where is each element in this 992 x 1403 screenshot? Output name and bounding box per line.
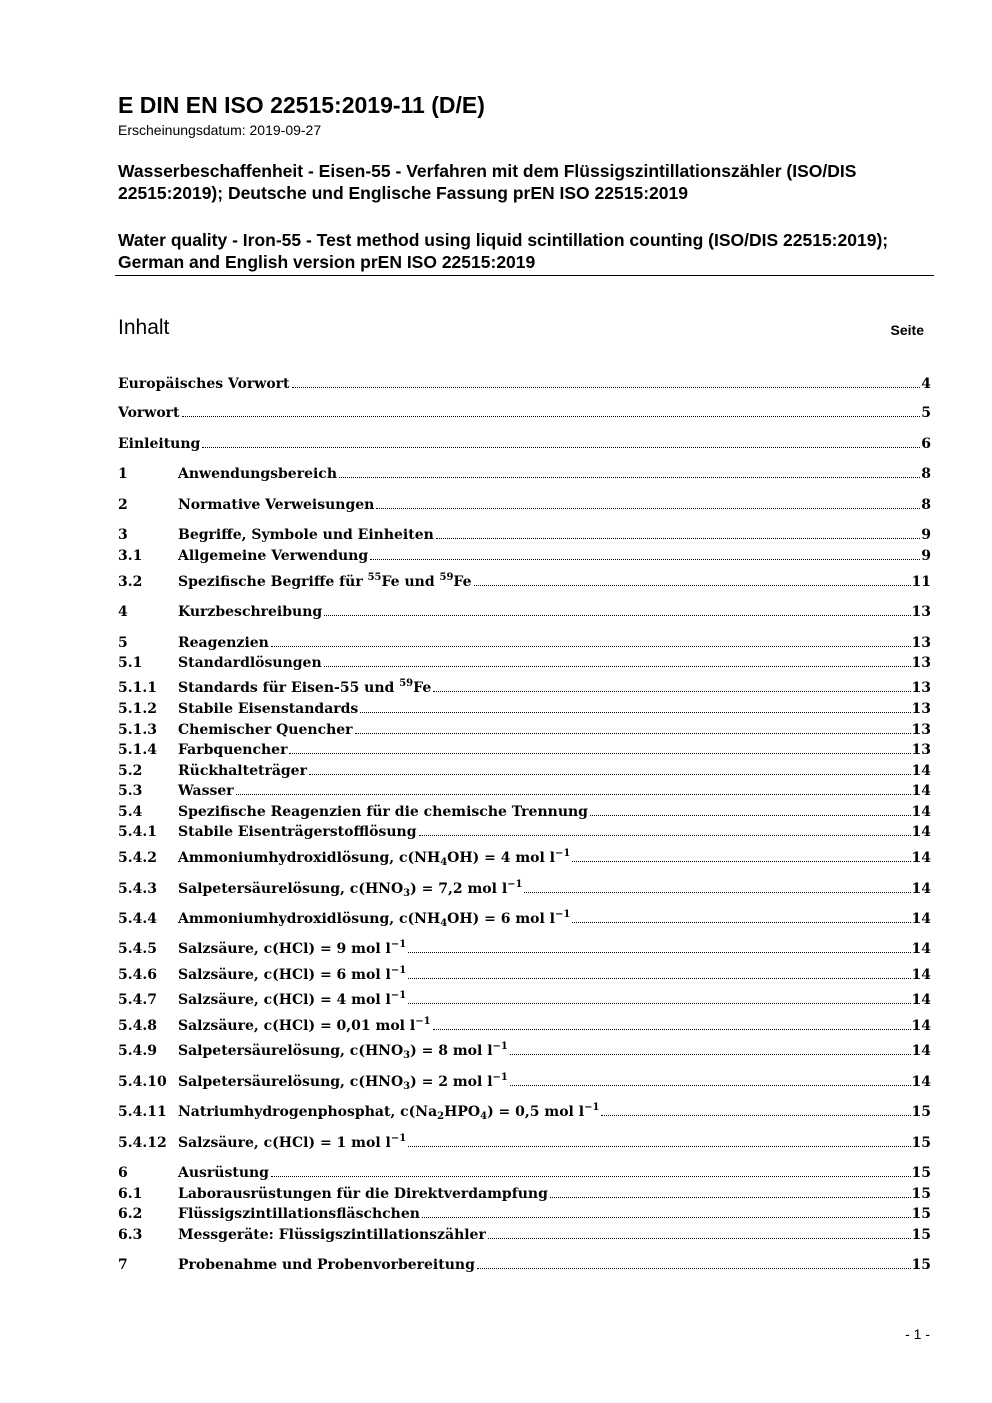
toc-entry-leader xyxy=(370,559,920,560)
toc-entry-page: 15 xyxy=(911,1186,931,1202)
toc-entry-title: Stabile Eisenstandards xyxy=(178,701,359,717)
toc-page-label: Seite xyxy=(890,322,924,338)
toc-entry[interactable] xyxy=(118,1099,931,1121)
toc-entry-leader xyxy=(572,861,910,862)
toc-entry-number: 5.1.4 xyxy=(118,742,157,758)
toc-entry-title: Rückhalteträger xyxy=(178,763,307,779)
toc-entry-page: 14 xyxy=(911,911,931,927)
toc-entry-leader xyxy=(590,815,911,816)
toc-entry-page: 15 xyxy=(911,1227,931,1243)
toc-entry-title: Ammoniumhydroxidlösung, $c(NH_4OH) = 6$ mol $l^{-1}$ xyxy=(178,909,571,929)
toc-entry-title: Salpetersäurelösung, $c(HNO_3) = 2$ mol $l^{-1}$ xyxy=(178,1072,508,1092)
toc-entry-leader xyxy=(422,1217,911,1218)
toc-entry[interactable] xyxy=(118,543,931,565)
toc-entry-page: 13 xyxy=(911,722,931,738)
toc-entry[interactable] xyxy=(118,717,931,739)
toc-entry-number: 5.4.2 xyxy=(118,850,157,866)
toc-entry-leader xyxy=(433,1029,911,1030)
title-english: Water quality - Iron-55 - Test method using liquid scintillation counting (ISO/DIS 22515:2019); German and English version prEN ISO 22515:2019 xyxy=(118,230,889,272)
toc-entry-number: 5.4.5 xyxy=(118,941,157,957)
toc-entry-leader xyxy=(408,952,910,953)
toc-entry-page: 8 xyxy=(921,497,931,513)
toc-entry[interactable] xyxy=(118,675,931,697)
toc-entry-leader xyxy=(289,753,910,754)
toc-entry-page: 4 xyxy=(921,376,931,392)
toc-entry-title: Salpetersäurelösung, $c(HNO_3) = 8$ mol $l^{-1}$ xyxy=(178,1041,508,1061)
toc-entry-leader xyxy=(477,1268,911,1269)
toc-entry-leader xyxy=(488,1238,911,1239)
toc-entry-title: Salpetersäurelösung, $c(HNO_3) = 7,2$ mol $l^{-1}$ xyxy=(178,879,523,899)
toc-entry[interactable] xyxy=(118,371,931,393)
title-german: Wasserbeschaffenheit - Eisen-55 - Verfahren mit dem Flüssigszintillationszähler (ISO/DIS 22515:2019); Deutsche und Englische Fassung prEN ISO 22515:2019 xyxy=(118,161,857,203)
toc-entry-leader xyxy=(474,585,911,586)
toc-entry[interactable] xyxy=(118,1222,931,1244)
toc-entry-page: 15 xyxy=(911,1165,931,1181)
toc-entry[interactable] xyxy=(118,758,931,780)
toc-entry-page: 13 xyxy=(911,701,931,717)
toc-entry-leader xyxy=(433,691,910,692)
toc-entry[interactable] xyxy=(118,1181,931,1203)
toc-entry-page: 15 xyxy=(911,1257,931,1273)
toc-entry-number: 5.1.3 xyxy=(118,722,157,738)
toc-entry-title: Einleitung xyxy=(118,436,201,452)
toc-entry-number: 6.1 xyxy=(118,1186,143,1202)
toc-entry-page: 13 xyxy=(911,655,931,671)
toc-entry-leader xyxy=(550,1197,911,1198)
toc-entry-leader xyxy=(309,774,911,775)
toc-entry-number: 5.4.4 xyxy=(118,911,157,927)
toc-entry-title: Spezifische Begriffe für $^{55}$Fe und $^{59}$Fe xyxy=(178,572,472,590)
toc-entry-title: Reagenzien xyxy=(178,635,269,651)
toc-entry-leader xyxy=(436,538,920,539)
toc-entry[interactable] xyxy=(118,1160,931,1182)
toc-entry[interactable] xyxy=(118,876,931,898)
toc-entry-page: 15 xyxy=(911,1104,931,1120)
toc-entry[interactable] xyxy=(118,962,931,984)
toc-entry-title: Kurzbeschreibung xyxy=(178,604,323,620)
toc-entry-title: Salzsäure, c(HCl) = 0,01 mol $l^{-1}$ xyxy=(178,1016,431,1034)
toc-entry[interactable] xyxy=(118,737,931,759)
toc-entry-title: Standardlösungen xyxy=(178,655,322,671)
toc-entry-title: Anwendungsbereich xyxy=(178,466,337,482)
page-number: - 1 - xyxy=(905,1326,930,1342)
toc-entry-leader xyxy=(339,477,920,478)
toc-entry-title: Messgeräte: Flüssigszintillationszähler xyxy=(178,1227,486,1243)
toc-entry-number: 6 xyxy=(118,1165,128,1181)
toc-entry-number: 5.1 xyxy=(118,655,143,671)
toc-entry-page: 8 xyxy=(921,466,931,482)
toc-entry-title: Ammoniumhydroxidlösung, $c(NH_4OH) = 4$ mol $l^{-1}$ xyxy=(178,848,571,868)
toc-entry-leader xyxy=(572,922,910,923)
toc-entry-title: Normative Verweisungen xyxy=(178,497,375,513)
toc-entry-page: 14 xyxy=(911,850,931,866)
toc-entry-leader xyxy=(202,447,920,448)
toc-entry-number: 3.1 xyxy=(118,548,143,564)
toc-entry-title: Salzsäure, c(HCl) = 1 mol $l^{-1}$ xyxy=(178,1133,407,1151)
toc-entry[interactable] xyxy=(118,599,931,621)
toc-entry-leader xyxy=(324,666,911,667)
toc-entry[interactable] xyxy=(118,1069,931,1091)
toc-entry-title: Laborausrüstungen für die Direktverdampfung xyxy=(178,1186,548,1202)
toc-entry-leader xyxy=(524,892,910,893)
document-title: E DIN EN ISO 22515:2019-11 (D/E) xyxy=(118,92,485,118)
toc-entry[interactable] xyxy=(118,799,931,821)
toc-entry-number: 6.3 xyxy=(118,1227,143,1243)
toc-entry-page: 15 xyxy=(911,1206,931,1222)
toc-entry-page: 9 xyxy=(921,527,931,543)
toc-entry-leader xyxy=(376,508,920,509)
toc-entry[interactable] xyxy=(118,431,931,453)
toc-entry-number: 3.2 xyxy=(118,574,143,590)
toc-entry[interactable] xyxy=(118,987,931,1009)
toc-entry-number: 5.4.1 xyxy=(118,824,157,840)
toc-entry-number: 5 xyxy=(118,635,128,651)
toc-entry-title: Wasser xyxy=(178,783,234,799)
toc-entry-leader xyxy=(601,1115,910,1116)
toc-entry-number: 3 xyxy=(118,527,128,543)
toc-entry-title: Standards für Eisen-55 und $^{59}$Fe xyxy=(178,678,432,696)
toc-entry-title: Chemischer Quencher xyxy=(178,722,353,738)
toc-entry-number: 5.1.2 xyxy=(118,701,157,717)
toc-entry-number: 5.3 xyxy=(118,783,143,799)
toc-entry-leader xyxy=(408,1146,910,1147)
toc-heading: Inhalt xyxy=(118,316,170,339)
toc-entry[interactable] xyxy=(118,778,931,800)
toc-entry-page: 14 xyxy=(911,881,931,897)
toc-entry-number: 5.1.1 xyxy=(118,680,157,696)
toc-entry-page: 14 xyxy=(911,783,931,799)
toc-entry-title: Probenahme und Probenvorbereitung xyxy=(178,1257,475,1273)
toc-entry-number: 1 xyxy=(118,466,128,482)
toc-entry-page: 13 xyxy=(911,604,931,620)
toc-entry[interactable] xyxy=(118,522,931,544)
toc-entry[interactable] xyxy=(118,906,931,928)
toc-entry-page: 14 xyxy=(911,804,931,820)
toc-entry-number: 5.4.6 xyxy=(118,967,157,983)
toc-entry-title: Stabile Eisenträgerstofflösung xyxy=(178,824,417,840)
toc-entry-page: 13 xyxy=(911,742,931,758)
toc-entry-number: 5.4.12 xyxy=(118,1135,167,1151)
publication-date: Erscheinungsdatum: 2019-09-27 xyxy=(118,122,322,138)
toc-entry-number: 5.4.9 xyxy=(118,1043,157,1059)
toc-entry-number: 5.4.10 xyxy=(118,1074,167,1090)
toc-entry-page: 13 xyxy=(911,680,931,696)
toc-entry[interactable] xyxy=(118,492,931,514)
toc-entry-title: Farbquencher xyxy=(178,742,288,758)
toc-entry[interactable] xyxy=(118,936,931,958)
toc-entry-number: 6.2 xyxy=(118,1206,143,1222)
toc-entry-page: 11 xyxy=(911,574,931,590)
toc-entry-leader xyxy=(510,1085,911,1086)
toc-entry[interactable] xyxy=(118,461,931,483)
toc-entry[interactable] xyxy=(118,650,931,672)
toc-entry-page: 14 xyxy=(911,1018,931,1034)
toc-entry-leader xyxy=(182,416,921,417)
toc-entry-page: 14 xyxy=(911,824,931,840)
toc-entry-page: 5 xyxy=(921,405,931,421)
toc-entry-page: 14 xyxy=(911,992,931,1008)
toc-entry-number: 5.4 xyxy=(118,804,143,820)
toc-entry[interactable] xyxy=(118,569,931,591)
toc-entry-leader xyxy=(408,1003,910,1004)
toc-entry-leader xyxy=(419,835,911,836)
toc-entry[interactable] xyxy=(118,630,931,652)
toc-entry-leader xyxy=(355,733,911,734)
toc-entry-leader xyxy=(271,1176,911,1177)
toc-entry-number: 7 xyxy=(118,1257,128,1273)
toc-entry-page: 14 xyxy=(911,1043,931,1059)
toc-entry[interactable] xyxy=(118,1130,931,1152)
toc-entry-title: Europäisches Vorwort xyxy=(118,376,290,392)
toc-entry-number: 5.4.8 xyxy=(118,1018,157,1034)
toc-entry-title: Ausrüstung xyxy=(178,1165,269,1181)
toc-entry-leader xyxy=(510,1054,911,1055)
toc-entry[interactable] xyxy=(118,845,931,867)
toc-entry-number: 5.4.7 xyxy=(118,992,157,1008)
toc-entry[interactable] xyxy=(118,1252,931,1274)
toc-entry-page: 13 xyxy=(911,635,931,651)
toc-entry-title: Vorwort xyxy=(118,405,180,421)
toc-entry-title: Begriffe, Symbole und Einheiten xyxy=(178,527,434,543)
toc-entry[interactable] xyxy=(118,1013,931,1035)
toc-entry-page: 14 xyxy=(911,941,931,957)
toc-entry-title: Salzsäure, c(HCl) = 9 mol $l^{-1}$ xyxy=(178,939,407,957)
toc-entry[interactable] xyxy=(118,696,931,718)
header-divider xyxy=(115,275,934,276)
toc-entry[interactable] xyxy=(118,1038,931,1060)
toc-entry-title: Flüssigszintillationsfläschchen xyxy=(178,1206,420,1222)
toc-entry-page: 9 xyxy=(921,548,931,564)
toc-entry-title: Natriumhydrogenphosphat, $c(Na_2HPO_4) = 0,5$ mol $l^{-1}$ xyxy=(178,1102,600,1122)
toc-entry-leader xyxy=(360,712,910,713)
toc-entry-page: 14 xyxy=(911,967,931,983)
toc-entry-title: Salzsäure, c(HCl) = 4 mol $l^{-1}$ xyxy=(178,990,407,1008)
toc-entry-page: 14 xyxy=(911,763,931,779)
toc-entry-title: Spezifische Reagenzien für die chemische Trennung xyxy=(178,804,588,820)
toc-entry-leader xyxy=(324,615,910,616)
toc-entry-number: 5.2 xyxy=(118,763,143,779)
toc-entry-number: 4 xyxy=(118,604,128,620)
toc-entry-title: Allgemeine Verwendung xyxy=(178,548,369,564)
toc-entry-number: 2 xyxy=(118,497,128,513)
toc-entry-leader xyxy=(292,387,921,388)
toc-entry[interactable] xyxy=(118,819,931,841)
toc-entry-page: 14 xyxy=(911,1074,931,1090)
toc-entry-page: 15 xyxy=(911,1135,931,1151)
toc-entry-page: 6 xyxy=(921,436,931,452)
toc-entry-leader xyxy=(271,646,911,647)
toc-entry-leader xyxy=(408,978,910,979)
toc-entry[interactable] xyxy=(118,400,931,422)
toc-entry-number: 5.4.11 xyxy=(118,1104,167,1120)
toc-entry[interactable] xyxy=(118,1201,931,1223)
toc-entry-title: Salzsäure, c(HCl) = 6 mol $l^{-1}$ xyxy=(178,965,407,983)
toc-entry-leader xyxy=(236,794,911,795)
toc-entry-number: 5.4.3 xyxy=(118,881,157,897)
